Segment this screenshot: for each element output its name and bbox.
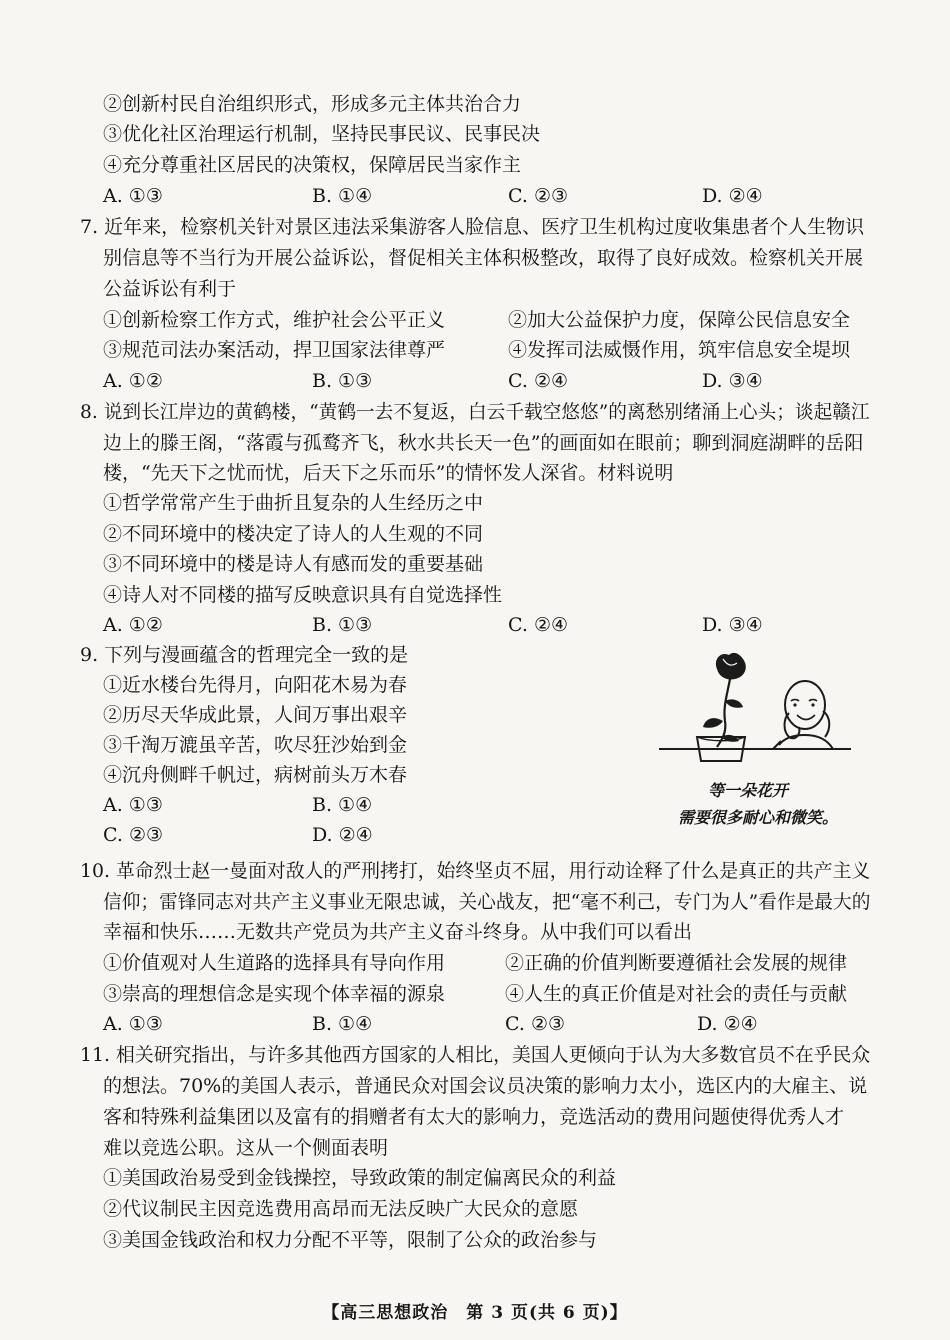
q11-statement-3: ③美国金钱政治和权力分配不平等，限制了公众的政治参与	[103, 1229, 598, 1251]
q10-option-c: C. ②③	[505, 1013, 566, 1035]
q11-statement-2: ②代议制民主因竞选费用高昂而无法反映广大民众的意愿	[103, 1198, 579, 1220]
q9-option-d: D. ②④	[312, 824, 373, 846]
q6-statement-4: ④充分尊重社区居民的决策权，保障居民当家作主	[103, 154, 522, 176]
q10-stem-line-1: 10. 革命烈士赵一曼面对敌人的严刑拷打，始终坚贞不屈，用行动诠释了什么是真正的共产主义	[80, 860, 871, 882]
q10-stem-line-2: 信仰；雷锋同志对共产主义事业无限忠诚，关心战友，把“毫不利己，专门为人”看作是最大的	[103, 891, 871, 913]
q6-statement-3: ③优化社区治理运行机制，坚持民事民议、民事民决	[103, 123, 541, 145]
q10-statement-4: ④人生的真正价值是对社会的责任与贡献	[505, 983, 848, 1005]
q7-option-c: C. ②④	[508, 370, 569, 392]
q8-option-b: B. ①③	[312, 614, 373, 636]
q10-option-a: A. ①③	[103, 1013, 163, 1035]
q11-stem-line-4: 难以竞选公职。这从一个侧面表明	[103, 1137, 389, 1159]
q9-statement-4: ④沉舟侧畔千帆过，病树前头万木春	[103, 764, 408, 786]
q8-stem-line-1: 8. 说到长江岸边的黄鹤楼，“黄鹤一去不复返，白云千载空悠悠”的离愁别绪涌上心头；谈起赣江	[80, 401, 870, 423]
q8-stem-line-3: 楼，“先天下之忧而忧，后天下之乐而乐”的情怀发人深省。材料说明	[103, 462, 674, 484]
q11-stem-line-3: 客和特殊利益集团以及富有的捐赠者有太大的影响力，竞选活动的费用问题使得优秀人才	[103, 1106, 845, 1128]
q8-statement-1: ①哲学常常产生于曲折且复杂的人生经历之中	[103, 492, 484, 514]
q8-statement-2: ②不同环境中的楼决定了诗人的人生观的不同	[103, 523, 484, 545]
q8-stem-line-2: 边上的滕王阁，“落霞与孤鹜齐飞，秋水共长天一色”的画面如在眼前；聊到洞庭湖畔的岳阳	[103, 432, 864, 454]
q9-statement-2: ②历尽天华成此景，人间万事出艰辛	[103, 704, 408, 726]
q7-statement-1: ①创新检察工作方式，维护社会公平正义	[103, 309, 446, 331]
q7-option-d: D. ③④	[702, 370, 763, 392]
q7-statement-3: ③规范司法办案活动，捍卫国家法律尊严	[103, 339, 446, 361]
q6-statement-2: ②创新村民自治组织形式，形成多元主体共治合力	[103, 93, 522, 115]
q7-stem-line-3: 公益诉讼有利于	[103, 278, 237, 300]
q9-statement-1: ①近水楼台先得月，向阳花木易为春	[103, 674, 408, 696]
q10-statement-1: ①价值观对人生道路的选择具有导向作用	[103, 952, 446, 974]
q8-statement-4: ④诗人对不同楼的描写反映意识具有自觉选择性	[103, 584, 503, 606]
q10-option-b: B. ①④	[312, 1013, 373, 1035]
cartoon-caption-2: 需要很多耐心和微笑。	[678, 808, 839, 827]
q6-option-d: D. ②④	[702, 185, 763, 207]
bald-man-figure	[773, 681, 833, 749]
q8-option-d: D. ③④	[702, 614, 763, 636]
q9-option-c: C. ②③	[103, 824, 164, 846]
q7-statement-2: ②加大公益保护力度，保障公民信息安全	[508, 309, 851, 331]
q8-statement-3: ③不同环境中的楼是诗人有感而发的重要基础	[103, 553, 484, 575]
q7-option-a: A. ①②	[103, 370, 163, 392]
q8-option-a: A. ①②	[103, 614, 163, 636]
flower-bud-icon	[716, 653, 746, 680]
q9-option-a: A. ①③	[103, 794, 163, 816]
q8-option-c: C. ②④	[508, 614, 569, 636]
q7-statement-4: ④发挥司法威慑作用，筑牢信息安全堤坝	[508, 339, 851, 361]
q7-stem-line-2: 别信息等不当行为开展公益诉讼，督促相关主体积极整改，取得了良好成效。检察机关开展	[103, 247, 864, 269]
q9-statement-3: ③千淘万漉虽辛苦，吹尽狂沙始到金	[103, 734, 408, 756]
q9-option-b: B. ①④	[312, 794, 373, 816]
cartoon-caption-1: 等一朵花开	[708, 781, 789, 800]
q11-stem-line-1: 11. 相关研究指出，与许多其他西方国家的人相比，美国人更倾向于认为大多数官员不在乎民众	[80, 1044, 871, 1066]
q11-stem-line-2: 的想法。70%的美国人表示，普通民众对国会议员决策的影响力太小，选区内的大雇主、说	[103, 1075, 868, 1097]
page-footer: 【高三思想政治 第 3 页(共 6 页)】	[322, 1303, 628, 1323]
q10-option-d: D. ②④	[697, 1013, 758, 1035]
q9-stem-line-1: 9. 下列与漫画蕴含的哲理完全一致的是	[80, 644, 409, 666]
q6-option-a: A. ①③	[103, 185, 163, 207]
q10-stem-line-3: 幸福和快乐……无数共产党员为共产主义奋斗终身。从中我们可以看出	[103, 921, 693, 943]
q6-option-c: C. ②③	[508, 185, 569, 207]
q10-statement-2: ②正确的价值判断要遵循社会发展的规律	[505, 952, 848, 974]
q7-option-b: B. ①③	[312, 370, 373, 392]
q10-statement-3: ③崇高的理想信念是实现个体幸福的源泉	[103, 983, 446, 1005]
q7-stem-line-1: 7. 近年来，检察机关针对景区违法采集游客人脸信息、医疗卫生机构过度收集患者个人生物识	[80, 216, 865, 238]
q11-statement-1: ①美国政治易受到金钱操控，导致政策的制定偏离民众的利益	[103, 1167, 617, 1189]
q6-option-b: B. ①④	[312, 185, 373, 207]
